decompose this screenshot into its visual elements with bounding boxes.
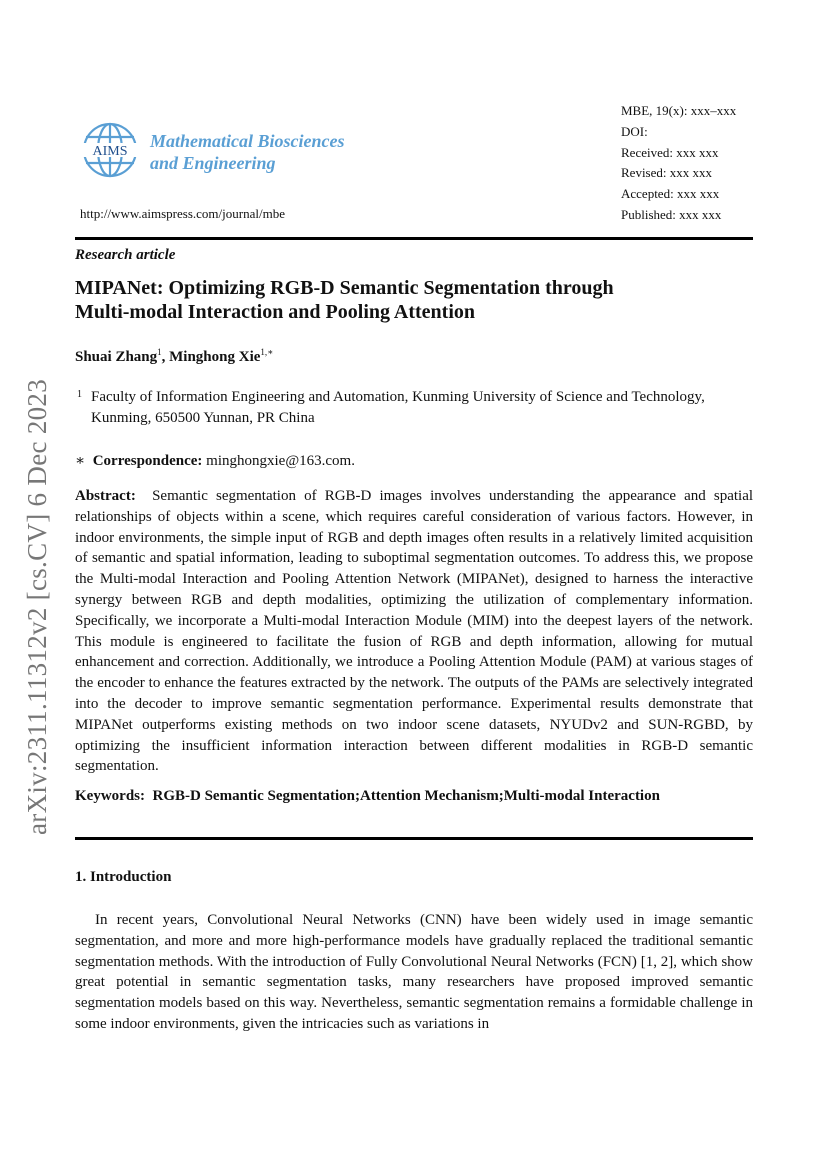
publication-meta xyxy=(621,101,736,226)
aims-globe-logo xyxy=(80,120,140,180)
affiliation-text: Faculty of Information Engineering and Automation, Kunming University of Science and Technology, Kunming, 650500 Yunnan, PR China xyxy=(91,389,705,426)
meta-accepted: Accepted: xxx xxx xyxy=(621,186,720,202)
meta-received: Received: xxx xxx xyxy=(621,144,719,160)
author-affiliation-mark: 1,∗ xyxy=(260,347,274,357)
arxiv-identifier: arXiv:2311.11312v2 [cs.CV] 6 Dec 2023 xyxy=(22,378,52,835)
journal-url[interactable]: http://www.aimspress.com/journal/mbe xyxy=(80,206,285,221)
title-line2: Multi-modal Interaction and Pooling Attention xyxy=(75,301,476,323)
meta-volume: MBE, 19(x): xxx–xxx xyxy=(621,103,737,118)
abstract-label: Abstract: xyxy=(75,488,136,504)
logo-text: AIMS xyxy=(92,144,128,159)
paper-title xyxy=(75,276,755,324)
abstract xyxy=(75,486,753,777)
affiliation xyxy=(75,387,731,429)
introduction-paragraph: In recent years, Convolutional Neural Networks (CNN) have been widely used in image semantic segmentation, and more and more high-performance models have gradually replaced the traditional semantic segmentation methods. With the introduction of Fully Convolutional Neural Networks (FCN) [1, 2], which show great potential in semantic segmentation tasks, many researchers have proposed improved semantic segmentation models based on this way. Nevertheless, semantic segmentation remains a formidable challenge in some indoor environments, given the intricacies such as variations in xyxy=(75,912,753,1032)
keywords-text: RGB-D Semantic Segmentation;Attention Mechanism;Multi-modal Interaction xyxy=(152,788,660,804)
author-separator: , xyxy=(161,349,170,365)
section-heading: 1. Introduction xyxy=(75,869,172,885)
author-affiliation-mark: 1 xyxy=(157,347,162,357)
correspondence-label: Correspondence: xyxy=(92,453,203,469)
abstract-text: Semantic segmentation of RGB-D images involves understanding the appearance and spatial relationships of objects within a scene, which requires careful consideration of various factors. However, in indoor environments, the simple input of RGB and depth images often results in a relatively limited acquisition of semantic and spatial information, leading to suboptimal segmentation outcomes. To address this, we propose the Multi-modal Interaction and Pooling Attention Network (MIPANet), designed to harness the interactive synergy between RGB and depth modalities, optimizing the utilization of complementary information. Specifically, we incorporate a Multi-modal Interaction Module (MIM) into the deepest layers of the network. This module is engineered to facilitate the fusion of RGB and depth information, allowing for mutual enhancement and correction. Additionally, we introduce a Pooling Attention Module (PAM) at various stages of the encoder to enhance the features extracted by the network. The outputs of the PAMs are selectively integrated into the decoder to improve semantic segmentation performance. Experimental results demonstrate that MIPANet outperforms existing methods on two indoor scene datasets, NYUDv2 and SUN-RGBD, by optimizing the insufficient information interaction between different modalities in RGB-D semantic segmentation. xyxy=(75,488,754,775)
correspondence-mark: ∗ xyxy=(75,453,86,469)
keywords-label: Keywords: xyxy=(75,788,145,804)
meta-revised: Revised: xxx xxx xyxy=(621,165,712,181)
journal-name xyxy=(150,130,344,174)
author-name: Minghong Xie xyxy=(169,349,261,365)
author-name: Shuai Zhang xyxy=(75,349,158,365)
correspondence-email[interactable]: minghongxie@163.com. xyxy=(206,453,355,469)
affiliation-mark: 1 xyxy=(77,389,82,400)
header-divider xyxy=(75,237,753,240)
title-line1: MIPANet: Optimizing RGB-D Semantic Segmentation through xyxy=(75,277,614,299)
keywords xyxy=(75,788,660,805)
meta-doi: DOI: xyxy=(621,123,648,139)
meta-published: Published: xxx xxx xyxy=(621,206,722,222)
correspondence xyxy=(75,451,355,470)
article-type: Research article xyxy=(75,247,176,263)
journal-name-line1: Mathematical Biosciences xyxy=(150,131,345,151)
author-list xyxy=(75,347,273,366)
journal-name-line2: and Engineering xyxy=(150,153,276,173)
section-divider xyxy=(75,837,753,840)
